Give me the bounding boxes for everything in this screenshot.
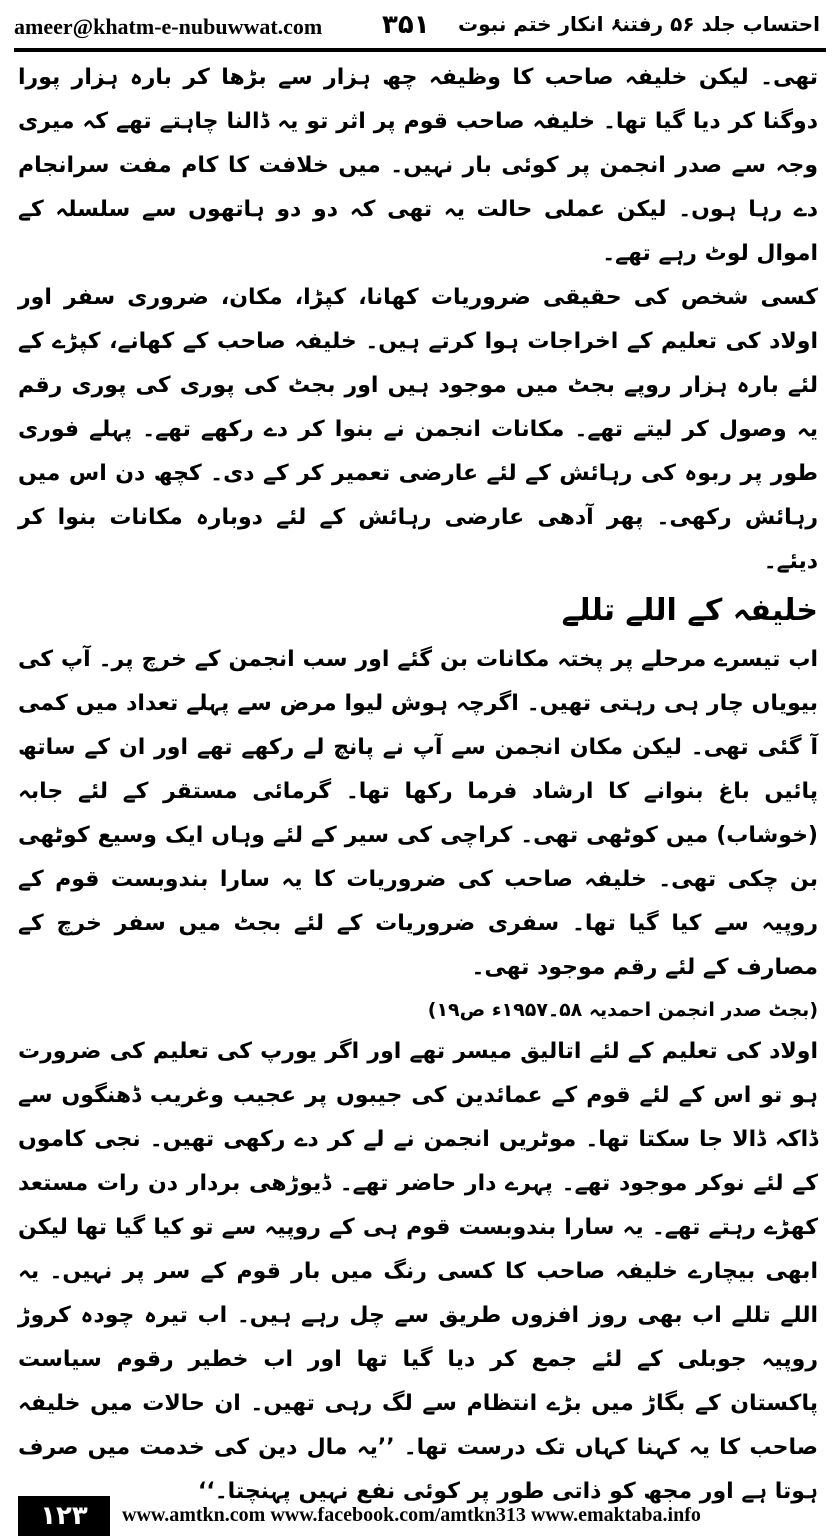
- header-divider: [14, 48, 826, 52]
- section-heading: خلیفہ کے اللے تللے: [561, 593, 818, 628]
- page-body: [18, 56, 818, 1514]
- paragraph-1: تھی۔ لیکن خلیفہ صاحب کا وظیفہ چھ ہزار سے بڑھا کر بارہ ہزار پورا دوگنا کر دیا گیا تھا۔ خلیفہ صاحب قوم پر اثر تو یہ ڈالنا چاہتے تھے کہ میری وجہ سے صدر انجمن پر کوئی بار نہیں۔ میں خلافت کا کام مفت سرانجام دے رہا ہوں۔ لیکن عملی حالت یہ تھی کہ دو دو ہاتھوں سے سلسلہ کے اموال لوٹ رہے تھے۔: [18, 65, 818, 266]
- header-email: ameer@khatm-e-nubuwwat.com: [14, 14, 323, 39]
- paragraph-2: کسی شخص کی حقیقی ضروریات کھانا، کپڑا، مکان، ضروری سفر اور اولاد کی تعلیم کے اخراجات ہوا کرتے ہیں۔ خلیفہ صاحب کے کھانے، کپڑے کے لئے بارہ ہزار روپے بجٹ میں موجود ہیں اور بجٹ کی پوری کی پوری رقم یہ وصول کر لیتے تھے۔ مکانات انجمن نے بنوا کر دے رکھے تھے۔ پہلے فوری طور پر ربوہ کی رہائش کے لئے عارضی تعمیر کر کے دی۔ کچھ دن اس میں رہائش رکھی۔ پھر آدھی عارضی رہائش کے لئے دوبارہ مکانات بنوا کر دیئے۔: [18, 285, 818, 574]
- paragraph-4: اولاد کی تعلیم کے لئے اتالیق میسر تھے اور اگر یورپ کی تعلیم کی ضرورت ہو تو اس کے لئے قوم کے عمائدین کی جیبوں پر عجیب وغریب ڈھنگوں سے ڈاکہ ڈالا جا سکتا تھا۔ موٹریں انجمن نے لے کر دے رکھی تھیں۔ نجی کاموں کے لئے نوکر موجود تھے۔ پہرے دار حاضر تھے۔ ڈیوڑھی بردار دن رات مستعد کھڑے رہتے تھے۔ یہ سارا بندوبست قوم ہی کے روپیہ سے تو کیا گیا تھا لیکن ابھی بیچارے خلیفہ صاحب کا کسی رنگ میں بار قوم کے سر پر نہیں۔ یہ اللے تللے اب بھی روز افزوں طریق سے چل رہے ہیں۔ اب تیرہ چودہ کروڑ روپیہ جوبلی کے لئے جمع کر دیا گیا تھا اور اب خطیر رقوم سیاست پاکستان کے بگاڑ میں بڑے انتظام سے لگ رہی تھیں۔ ان حالات میں خلیفہ صاحب کا یہ کہنا کہاں تک درست تھا۔ ’’یہ مال دین کی خدمت میں صرف ہوتا ہے اور مجھ کو ذاتی طور پر کوئی نفع نہیں پہنچتا۔‘‘: [18, 1039, 818, 1504]
- paragraph-3: اب تیسرے مرحلے پر پختہ مکانات بن گئے اور سب انجمن کے خرچ پر۔ آپ کی بیویاں چار ہی رہتی تھیں۔ اگرچہ ہوش لیوا مرض سے پہلے تعداد میں کمی آ گئی تھی۔ لیکن مکان انجمن سے آپ نے پانچ لے رکھے تھے اور ان کے ساتھ پائیں باغ بنوانے کا ارشاد فرما رکھا تھا۔ گرمائی مستقر کے لئے جابہ (خوشاب) میں کوٹھی تھی۔ کراچی کی سیر کے لئے وہاں ایک وسیع کوٹھی بن چکی تھی۔ خلیفہ صاحب کی ضروریات کا یہ سارا بندوبست قوم کے روپیہ سے کیا گیا تھا۔ سفری ضروریات کے لئے بجٹ میں سفر خرچ کے مصارف کے لئے رقم موجود تھی۔: [18, 647, 818, 980]
- header-page-number: ۳۵۱: [382, 10, 430, 40]
- page-footer: [0, 1490, 840, 1540]
- header-book-title: احتساب جلد ۵۶ رفتنۂ انکار ختم نبوت: [458, 12, 820, 36]
- footer-page-number: ۱۲۳: [18, 1496, 110, 1536]
- footer-urls: www.amtkn.com www.facebook.com/amtkn313 www.emaktaba.info: [122, 1504, 701, 1526]
- reference-citation: (بجٹ صدر انجمن احمدیہ ۵۸۔۱۹۵۷ء ص۱۹): [427, 999, 818, 1021]
- page-header: [0, 0, 840, 52]
